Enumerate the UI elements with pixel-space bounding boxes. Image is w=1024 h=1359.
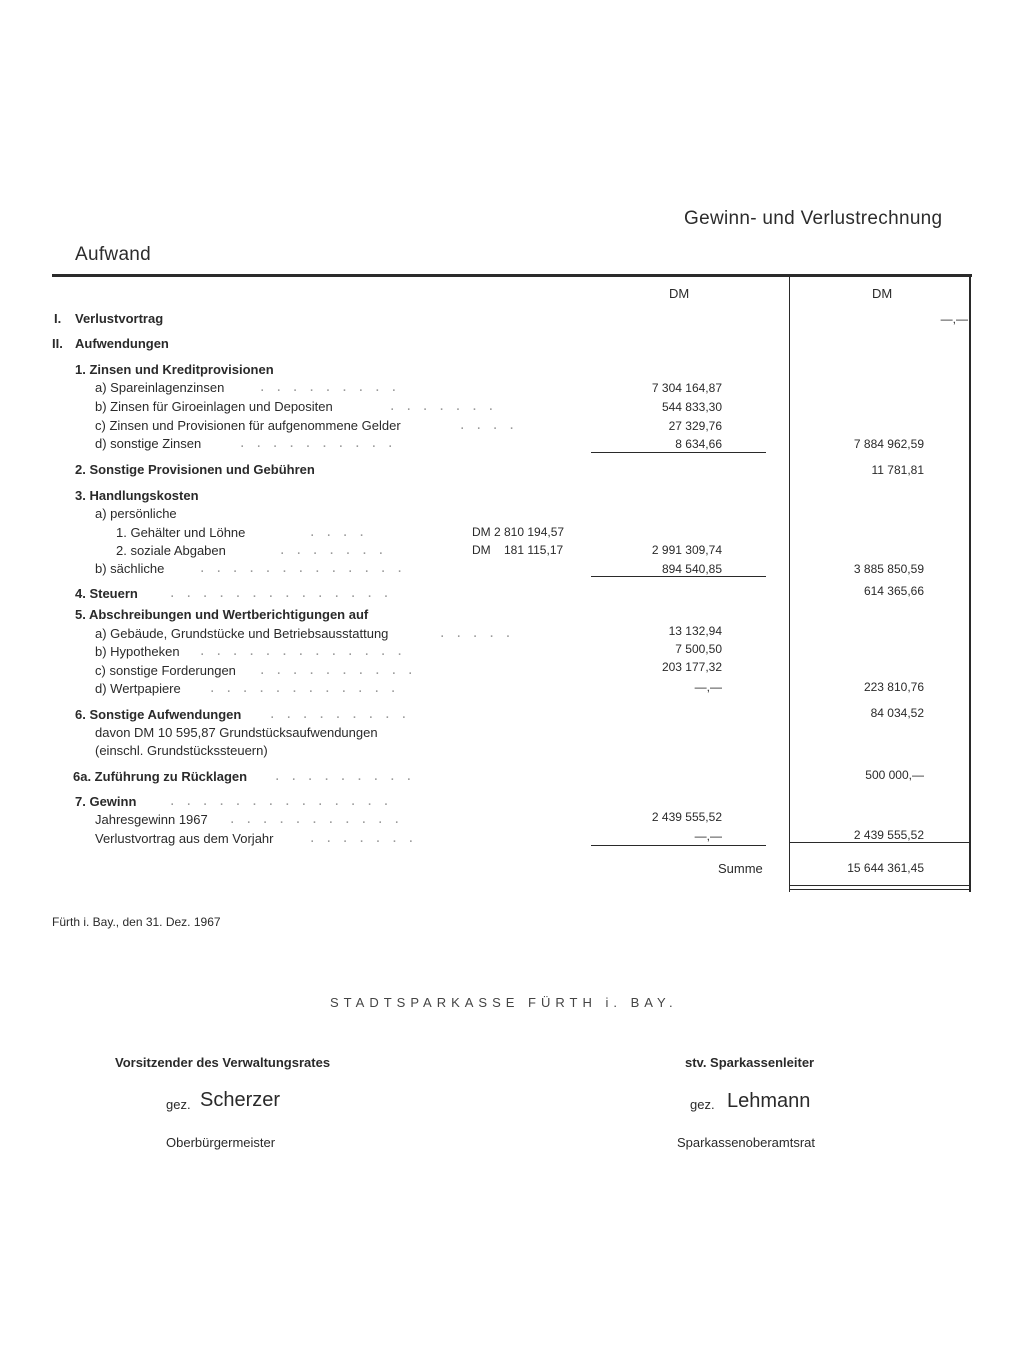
- left-gez: gez.: [166, 1097, 191, 1112]
- row-label: II.: [52, 336, 63, 351]
- subtotal-rule-3: [591, 576, 766, 577]
- dot-leader: ..............: [170, 584, 401, 601]
- left-signatory-title: Oberbürgermeister: [166, 1135, 276, 1150]
- dot-leader: ..........: [260, 661, 425, 678]
- row-value: 894 540,85: [661, 562, 722, 576]
- row-value: 203 177,32: [661, 660, 722, 674]
- row-text: 2. soziale Abgaben: [116, 543, 226, 558]
- dot-leader: ...........: [230, 810, 411, 827]
- section-title: 1. Zinsen und Kreditprovisionen: [75, 362, 274, 377]
- header-rule: [52, 274, 972, 277]
- row-total: 84 034,52: [870, 706, 924, 720]
- right-gez: gez.: [690, 1097, 715, 1112]
- row-note: davon DM 10 595,87 Grundstücksaufwendungen: [95, 725, 378, 740]
- page-title: Gewinn- und Verlustrechnung: [684, 208, 943, 229]
- row-value: DM 2 810 194,57: [472, 525, 565, 539]
- dot-leader: ............: [210, 679, 408, 696]
- section-title: 5. Abschreibungen und Wertberichtigungen auf: [75, 607, 369, 622]
- dot-leader: .........: [275, 767, 424, 784]
- right-signatory-name: Lehmann: [727, 1090, 811, 1112]
- dot-leader: .............: [200, 559, 414, 576]
- dot-leader: ....: [310, 523, 376, 540]
- row-total: 2 439 555,52: [853, 828, 924, 842]
- row-text: b) sächliche: [95, 561, 165, 576]
- row-total: 500 000,—: [865, 768, 924, 782]
- organization-name: STADTSPARKASSE FÜRTH i. BAY.: [330, 995, 678, 1010]
- row-value: —,—: [694, 680, 722, 694]
- row-value: 7 304 164,87: [651, 381, 722, 395]
- left-signatory-name: Scherzer: [200, 1089, 281, 1111]
- row-value: 13 132,94: [668, 624, 722, 638]
- dot-leader: ....: [460, 416, 526, 433]
- dot-leader: .......: [310, 829, 426, 846]
- row-total: 11 781,81: [871, 463, 924, 477]
- row-value: DM 181 115,17: [472, 543, 564, 557]
- column-header-dm-1: DM: [669, 286, 690, 301]
- section-title: 2. Sonstige Provisionen und Gebühren: [75, 462, 315, 477]
- column-header-dm-2: DM: [872, 286, 893, 301]
- sum-double-rule-bottom: [790, 889, 971, 890]
- row-text: a) Spareinlagenzinsen: [95, 380, 225, 395]
- row-text: Aufwendungen: [75, 336, 169, 351]
- subtotal-rule-7: [591, 845, 766, 846]
- row-text: c) Zinsen und Provisionen für aufgenommene Gelder: [95, 418, 401, 433]
- row-value: 7 500,50: [675, 642, 722, 656]
- row-text: d) sonstige Zinsen: [95, 436, 202, 451]
- row-value: 8 634,66: [675, 437, 722, 451]
- sum-double-rule-top: [790, 885, 971, 886]
- row-value: —,—: [694, 829, 722, 843]
- dot-leader: .......: [390, 397, 506, 414]
- row-label: I.: [54, 311, 62, 326]
- sum-total: 15 644 361,45: [847, 861, 924, 875]
- place-date: Fürth i. Bay., den 31. Dez. 1967: [52, 915, 221, 929]
- row-total: —,—: [940, 312, 968, 326]
- row-text: b) Zinsen für Giroeinlagen und Depositen: [95, 399, 333, 414]
- row-total: 7 884 962,59: [853, 437, 924, 451]
- total-column-left-border: [789, 277, 790, 892]
- section-title: 7. Gewinn: [75, 794, 137, 809]
- right-signatory-role: stv. Sparkassenleiter: [685, 1055, 815, 1070]
- dot-leader: .........: [260, 378, 409, 395]
- total-column-right-border: [969, 277, 971, 892]
- row-text: Verlustvortrag aus dem Vorjahr: [95, 831, 274, 846]
- row-note: (einschl. Grundstückssteuern): [95, 743, 268, 758]
- dot-leader: ..........: [240, 434, 405, 451]
- subtotal-rule-1: [591, 452, 766, 453]
- section-side-label: Aufwand: [75, 244, 152, 265]
- row-value: 27 329,76: [668, 419, 722, 433]
- row-text: d) Wertpapiere: [95, 681, 181, 696]
- row-value: 2 991 309,74: [651, 543, 722, 557]
- row-text: Jahresgewinn 1967: [95, 812, 208, 827]
- total-rule-7: [790, 842, 969, 843]
- right-signatory-title: Sparkassenoberamtsrat: [677, 1135, 816, 1150]
- sum-label: Summe: [718, 861, 763, 876]
- row-text: a) Gebäude, Grundstücke und Betriebsausstattung: [95, 626, 389, 641]
- row-total: 614 365,66: [863, 584, 924, 598]
- dot-leader: .......: [280, 541, 396, 558]
- left-signatory-role: Vorsitzender des Verwaltungsrates: [115, 1055, 331, 1070]
- dot-leader: ..............: [170, 792, 401, 809]
- row-text: a) persönliche: [95, 506, 177, 521]
- row-total: 223 810,76: [863, 680, 924, 694]
- row-text: Verlustvortrag: [75, 311, 164, 326]
- section-title: 4. Steuern: [75, 586, 138, 601]
- section-title: 3. Handlungskosten: [75, 488, 199, 503]
- row-value: 2 439 555,52: [651, 810, 722, 824]
- section-title: 6. Sonstige Aufwendungen: [75, 707, 242, 722]
- row-value: 544 833,30: [661, 400, 722, 414]
- dot-leader: .............: [200, 642, 414, 659]
- row-text: b) Hypotheken: [95, 644, 180, 659]
- section-title: 6a. Zuführung zu Rücklagen: [73, 769, 248, 784]
- row-text: 1. Gehälter und Löhne: [116, 525, 246, 540]
- row-total: 3 885 850,59: [853, 562, 924, 576]
- dot-leader: .........: [270, 705, 419, 722]
- dot-leader: .....: [440, 624, 523, 641]
- row-text: c) sonstige Forderungen: [95, 663, 236, 678]
